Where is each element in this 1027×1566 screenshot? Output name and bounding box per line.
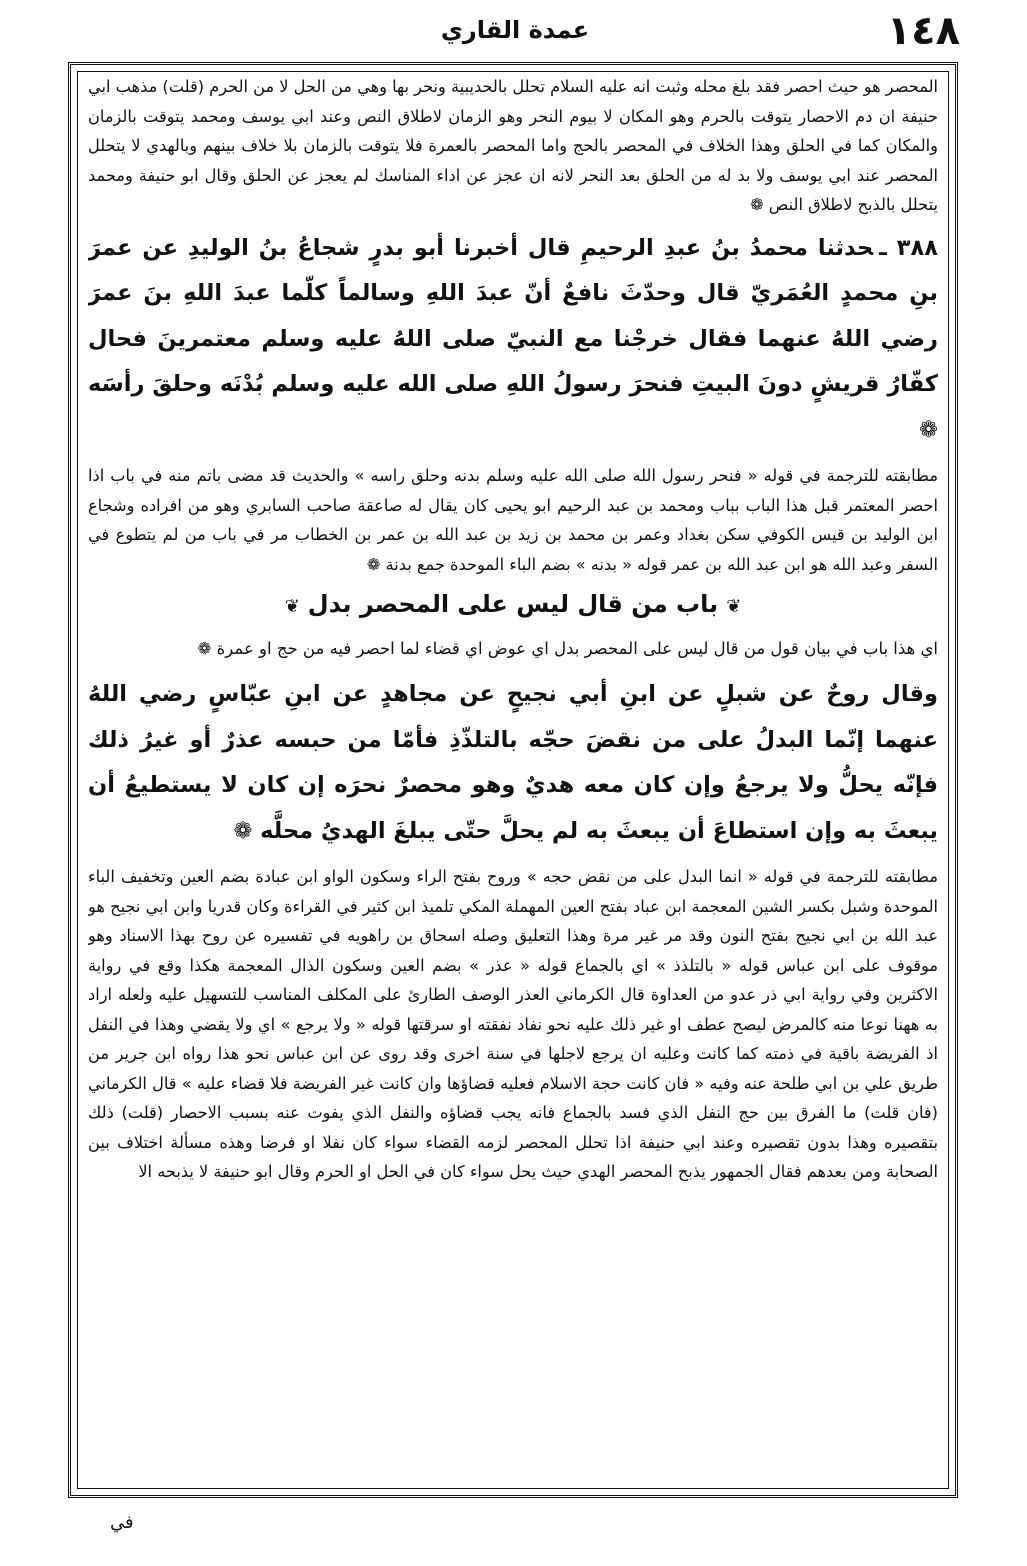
page-header	[70, 8, 960, 56]
catchword: في	[110, 1512, 134, 1533]
hadith-paragraph	[88, 226, 938, 454]
running-title: عمدة القاري	[440, 16, 590, 44]
commentary-paragraph: مطابقته للترجمة في قوله « انما البدل على من نقض حجه » وروح بفتح الراء وسكون الواو ابن عبادة بضم العين وتخفيف الباء الموحدة وشبل بكسر الشين المعجمة ابن عباد بفتح العين المهملة المكي تلميذ ابن كثير في القراءة وكان قدريا وابن ابي نجيح هو عبد الله بن ابي نجيح بفتح النون وقد مر غير مرة وهذا التعليق وصله اسحاق بن راهويه في تفسيره عن روح بهذا الاسناد وهو موقوف على ابن عباس قوله « بالتلذذ » اي بالجماع قوله « عذر » بضم العين وسكون الذال المعجمة هكذا وقع في رواية الاكثرين وفي رواية ابي ذر عدو من العداوة قال الكرماني العذر الوصف الطارئ على المكلف المناسب للتسهيل عليه ولعله اراد به ههنا نوعا منه كالمرض ليصح عطف او غير ذلك عليه نحو نفاد نفقته او سرقتها قوله « ولا يرجع » اي ولا يقضي وهذا في النفل اذ الفريضة باقية في ذمته كما كانت وعليه ان يرجع لاجلها في سنة اخرى وقد روى عن ابن عباس نحو هذا رواه ابن جرير من طريق علي بن ابي طلحة عنه وفيه « فان كانت حجة الاسلام فعليه قضاؤها وان كانت غير الفريضة فلا قضاء عليه » قال الكرماني (فان قلت) ما الفرق بين حج النفل الذي فسد بالجماع فانه يجب قضاؤه والنفل الذي يفوت عنه بسبب الاحصار (قلت) ذلك بتقصيره وهذا بدون تقصيره وعند ابي حنيفة اذا تحلل المحصر لزمه القضاء سواء كان نفلا او فرضا وهذه مسألة اختلاف بين الصحابة ومن بعدهم فقال الجمهور يذبح المحصر الهدي حيث يحل سواء كان في الحل او الحرم وقال ابو حنيفة لا يذبحه الا	[88, 867, 938, 1181]
page-content	[88, 72, 938, 1490]
ornament-icon: ❦	[284, 596, 300, 617]
commentary-paragraph: مطابقته للترجمة في قوله « فنحر رسول الله صلى الله عليه وسلم بدنه وحلق راسه » والحديث قد مضى باتم منه في باب اذا احصر المعتمر قبل هذا الباب بباب ومحمد بن عبد الرحيم ابو يحيى كان يقال له صاعقة صاحب السابري وهو من افراده وشجاع ابن الوليد بن قيس الكوفي سكن بغداد وعمر بن محمد بن زيد بن عبد الله بن عمر بن الخطاب مر في باب من لم يتطوع في السفر وعبد الله هو ابن عبد الله بن عمر قوله « بدنه » بضم الباء الموحدة جمع بدنة ❁	[88, 466, 938, 574]
chapter-heading	[88, 581, 938, 630]
ornament-icon: ❦	[726, 596, 742, 617]
hadith-text: حدثنا محمدُ بنُ عبدِ الرحيمِ قال أخبرنا أبو بدرٍ شجاعُ بنُ الوليدِ عن عمرَ بنِ محمدٍ العُمَريّ قال وحدّثَ نافعٌ أنّ عبدَ اللهِ وسالماً كلّما عبدَ اللهِ بنَ عمرَ رضي اللهُ عنهما فقال خرجْنا مع النبيّ صلى اللهُ عليه وسلم معتمرينَ فحال كفّارُ قريشٍ دونَ البيتِ فنحرَ رسولُ اللهِ صلى الله عليه وسلم بُدْنَه وحلقَ رأسَه ❁	[88, 234, 938, 443]
spacer	[88, 453, 938, 461]
hadith-number: ٣٨٨ ـ	[879, 234, 938, 261]
hadith-text: وقال روحٌ عن شبلٍ عن ابنِ أبي نجيحٍ عن مجاهدٍ عن ابنِ عبّاسٍ رضي اللهُ عنهما إنّما البدلُ على من نقضَ حجّه بالتلذّذِ فأمّا من حبسه عذرٌ أو غيرُ ذلك فإنّه يحلُّ ولا يرجعُ وإن كان معه هديٌ وهو محصرٌ نحرَه إن كان لا يستطيعُ أن يبعثَ به وإن استطاعَ أن يبعثَ به لم يحلَّ حتّى يبلغَ الهديُ محلَّه ❁	[88, 681, 938, 844]
commentary-paragraph: المحصر هو حيث احصر فقد بلغ محله وثبت انه عليه السلام تحلل بالحديبية ونحر بها وهي من الحل لا من الحرم (قلت) مذهب ابي حنيفة ان دم الاحصار يتوقت بالحرم وهو المكان لا بيوم النحر وهو الزمان لاطلاق النص وعند ابي يوسف ومحمد يتوقت بالزمان والمكان كما في الحلق وهذا الخلاف في المحصر بالحج واما المحصر بالعمرة فلا يتوقت بالزمان بلا خلاف بينهم وبالهدي لا يتحلل المحصر عند ابي يوسف ولا بد له من الحلق بعد النحر لانه ان عجز عن اداء المناسك لم يعجز عن الحلق وقال ابو حنيفة ومحمد يتحلل بالذبح لاطلاق النص ❁	[88, 77, 938, 214]
page-number: ١٤٨	[886, 8, 960, 54]
hadith-paragraph	[88, 672, 938, 854]
chapter-gloss: اي هذا باب في بيان قول من قال ليس على المحصر بدل اي عوض اي قضاء لما احصر فيه من حج او عمرة ❁	[197, 639, 938, 658]
spacer	[88, 854, 938, 862]
chapter-title: باب من قال ليس على المحصر بدل	[307, 590, 719, 618]
